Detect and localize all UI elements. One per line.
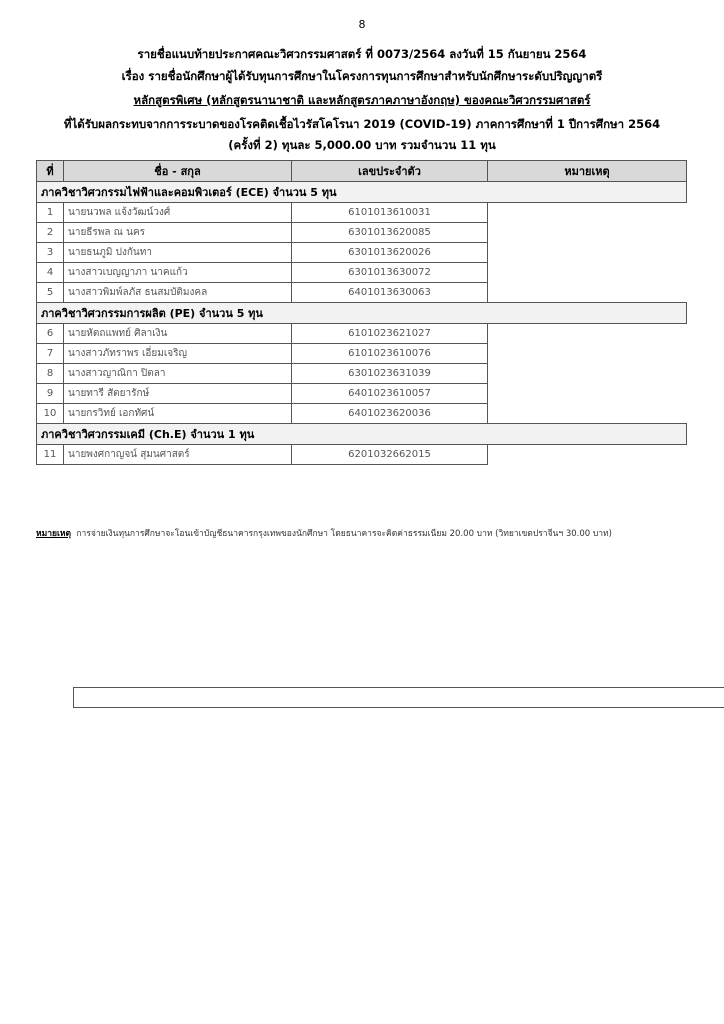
student-name: นายพงศกาญจน์ สุมนศาสตร์	[64, 445, 292, 465]
footnote	[36, 526, 696, 540]
student-id: 6401023620036	[292, 404, 488, 424]
footnote-text: การจ่ายเงินทุนการศึกษาจะโอนเข้าบัญชีธนาคารกรุงเทพของนักศึกษา โดยธนาคารจะคิดค่าธรรมเนียม 20.00 บาท (วิทยาเขตปราจีนฯ 30.00 บาท)	[76, 529, 612, 539]
table-row	[37, 324, 687, 344]
table-row	[37, 364, 687, 384]
section-row	[37, 182, 687, 203]
table-row	[37, 404, 687, 424]
table-row	[37, 283, 687, 303]
section-row	[37, 303, 687, 324]
table-row	[37, 263, 687, 283]
student-id: 6301023631039	[292, 364, 488, 384]
row-number: 5	[37, 283, 64, 303]
header-line-4: ที่ได้รับผลกระทบจากการระบาดของโรคติดเชื้อไวรัสโคโรนา 2019 (COVID-19) ภาคการศึกษาที่ 1 ปีการศึกษา 2564	[63, 117, 661, 131]
section-title: ภาควิชาวิศวกรรมไฟฟ้าและคอมพิวเตอร์ (ECE) จำนวน 5 ทุน	[37, 182, 687, 203]
column-header-id: เลขประจำตัว	[292, 161, 488, 182]
student-id: 6101023621027	[292, 324, 488, 344]
row-number: 8	[37, 364, 64, 384]
section-title: ภาควิชาวิศวกรรมเคมี (Ch.E) จำนวน 1 ทุน	[37, 424, 687, 445]
header-line-2: เรื่อง รายชื่อนักศึกษาผู้ได้รับทุนการศึกษาในโครงการทุนการศึกษาสำหรับนักศึกษาระดับปริญญาตรี	[121, 69, 603, 83]
table-header-row	[37, 161, 687, 182]
student-id: 6201032662015	[292, 445, 488, 465]
student-id: 6101023610076	[292, 344, 488, 364]
column-header-name: ชื่อ - สกุล	[64, 161, 292, 182]
student-id: 6301013620085	[292, 223, 488, 243]
table-row	[37, 384, 687, 404]
student-name: นายธนภูมิ ปงกันทา	[64, 243, 292, 263]
header-line-5: (ครั้งที่ 2) ทุนละ 5,000.00 บาท รวมจำนวน 11 ทุน	[228, 138, 496, 152]
section-title: ภาควิชาวิศวกรรมการผลิต (PE) จำนวน 5 ทุน	[37, 303, 687, 324]
student-name: นางสาวภัทราพร เอี่ยมเจริญ	[64, 344, 292, 364]
column-header-note: หมายเหตุ	[488, 161, 687, 182]
student-name: นายกรวิทย์ เอกทัศน์	[64, 404, 292, 424]
table-row	[37, 203, 687, 223]
student-id: 6401023610057	[292, 384, 488, 404]
student-id: 6101013610031	[292, 203, 488, 223]
student-id: 6401013630063	[292, 283, 488, 303]
student-name: นางสาวญาณิกา ปิตลา	[64, 364, 292, 384]
table-row	[37, 223, 687, 243]
row-number: 3	[37, 243, 64, 263]
student-id: 6301013620026	[292, 243, 488, 263]
table-row	[37, 445, 687, 465]
student-name: นายหัตถแพทย์ ศิลาเงิน	[64, 324, 292, 344]
header-line-1: รายชื่อแนบท้ายประกาศคณะวิศวกรรมศาสตร์ ที่ 0073/2564 ลงวันที่ 15 กันยายน 2564	[137, 47, 587, 61]
row-number: 1	[37, 203, 64, 223]
row-number: 9	[37, 384, 64, 404]
student-name: นายทารี สัตยารักษ์	[64, 384, 292, 404]
row-number: 7	[37, 344, 64, 364]
student-name: นายนวพล แจ้งวัฒน์วงศ์	[64, 203, 292, 223]
row-number: 11	[37, 445, 64, 465]
scholarship-table	[36, 160, 687, 465]
student-name: นางสาวเบญญาภา นาคแก้ว	[64, 263, 292, 283]
table-row	[37, 243, 687, 263]
footnote-label: หมายเหตุ	[36, 529, 71, 539]
student-name: นางสาวพิมพ์ลภัส ธนสมบัติมงคล	[64, 283, 292, 303]
row-number: 6	[37, 324, 64, 344]
page-number: 8	[358, 18, 366, 31]
section-row	[37, 424, 687, 445]
header-line-3: หลักสูตรพิเศษ (หลักสูตรนานาชาติ และหลักสูตรภาคภาษาอังกฤษ) ของคณะวิศวกรรมศาสตร์	[133, 93, 591, 107]
row-number: 4	[37, 263, 64, 283]
row-number: 10	[37, 404, 64, 424]
column-header-no: ที่	[37, 161, 64, 182]
table-row	[37, 344, 687, 364]
student-name: นายธีรพล ณ นคร	[64, 223, 292, 243]
student-id: 6301013630072	[292, 263, 488, 283]
row-number: 2	[37, 223, 64, 243]
row-note	[73, 687, 724, 708]
